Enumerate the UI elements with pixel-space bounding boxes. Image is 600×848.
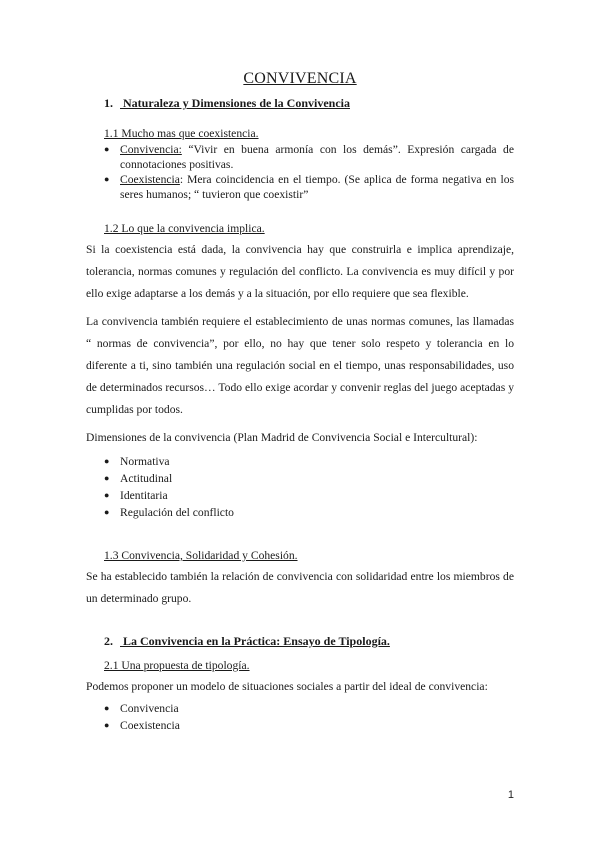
- list-item: [86, 470, 514, 487]
- section-1-title: Naturaleza y Dimensiones de la Convivencia: [123, 96, 350, 110]
- section-1-heading: [104, 96, 514, 111]
- bullet-icon: ●: [104, 507, 110, 517]
- paragraph: Si la coexistencia está dada, la convivencia hay que construirla e implica aprendizaje, tolerancia, normas comunes y regulación del conflicto. La convivencia es muy difícil y por ello exige adaptarse a los demás y a la situación, por ello requiere que sea flexible.: [86, 243, 514, 300]
- list-item: [86, 142, 514, 172]
- list-item: [86, 453, 514, 470]
- definition: “Vivir en buena armonía con los demás”. Expresión cargada de connotaciones positivas.: [120, 143, 514, 171]
- bullet-icon: ●: [104, 720, 110, 730]
- list-item: [86, 172, 514, 202]
- bullet-icon: ●: [104, 473, 110, 483]
- subsection-1-3-title: 1.3 Convivencia, Solidaridad y Cohesión.: [104, 549, 298, 562]
- subsection-1-1-list: [86, 142, 514, 202]
- term: Coexistencia: [120, 173, 180, 186]
- section-1-number: 1.: [104, 96, 113, 110]
- list-item: [86, 717, 514, 734]
- subsection-1-2-title: 1.2 Lo que la convivencia implica.: [104, 222, 265, 235]
- dimensions-list: [86, 453, 514, 521]
- document-title: CONVIVENCIA: [243, 70, 357, 87]
- list-item: [86, 487, 514, 504]
- bullet-icon: ●: [104, 456, 110, 466]
- term: Convivencia:: [120, 143, 182, 156]
- page-content: [86, 70, 514, 734]
- section-2-heading: [104, 634, 514, 649]
- list-item-text: Normativa: [120, 455, 170, 468]
- subsection-1-1-title: 1.1 Mucho mas que coexistencia.: [104, 127, 259, 140]
- typology-list: [86, 700, 514, 734]
- list-item-text: Identitaria: [120, 489, 168, 502]
- list-item: [86, 700, 514, 717]
- list-item-text: Convivencia: [120, 702, 179, 715]
- bullet-icon: ●: [104, 174, 110, 184]
- paragraph: Dimensiones de la convivencia (Plan Madrid de Convivencia Social e Intercultural):: [86, 431, 478, 444]
- list-item-text: Actitudinal: [120, 472, 173, 485]
- bullet-icon: ●: [104, 703, 110, 713]
- bullet-icon: ●: [104, 144, 110, 154]
- list-item: [86, 504, 514, 521]
- paragraph: La convivencia también requiere el establecimiento de unas normas comunes, las llamadas “ normas de convivencia”, por ello, no hay que tener solo respeto y tolerancia en lo diferente a ti, sino también una regulación social en el tiempo, unas responsabilidades, uso de determinados recursos… Todo ello exige acordar y convenir reglas del juego aceptadas y cumplidas por todos.: [86, 315, 514, 416]
- section-2-title: La Convivencia en la Práctica: Ensayo de Tipología.: [123, 634, 390, 648]
- paragraph: Podemos proponer un modelo de situaciones sociales a partir del ideal de convivencia:: [86, 680, 488, 693]
- subsection-2-1-title: 2.1 Una propuesta de tipología.: [104, 659, 250, 672]
- list-item-text: Regulación del conflicto: [120, 506, 234, 519]
- paragraph: Se ha establecido también la relación de convivencia con solidaridad entre los miembros de un determinado grupo.: [86, 570, 514, 605]
- page-number: 1: [507, 789, 514, 801]
- list-item-text: Coexistencia: [120, 719, 180, 732]
- definition: : Mera coincidencia en el tiempo. (Se aplica de forma negativa en los seres humanos; “ tuvieron que coexistir”: [120, 173, 514, 201]
- section-2-number: 2.: [104, 634, 113, 648]
- bullet-icon: ●: [104, 490, 110, 500]
